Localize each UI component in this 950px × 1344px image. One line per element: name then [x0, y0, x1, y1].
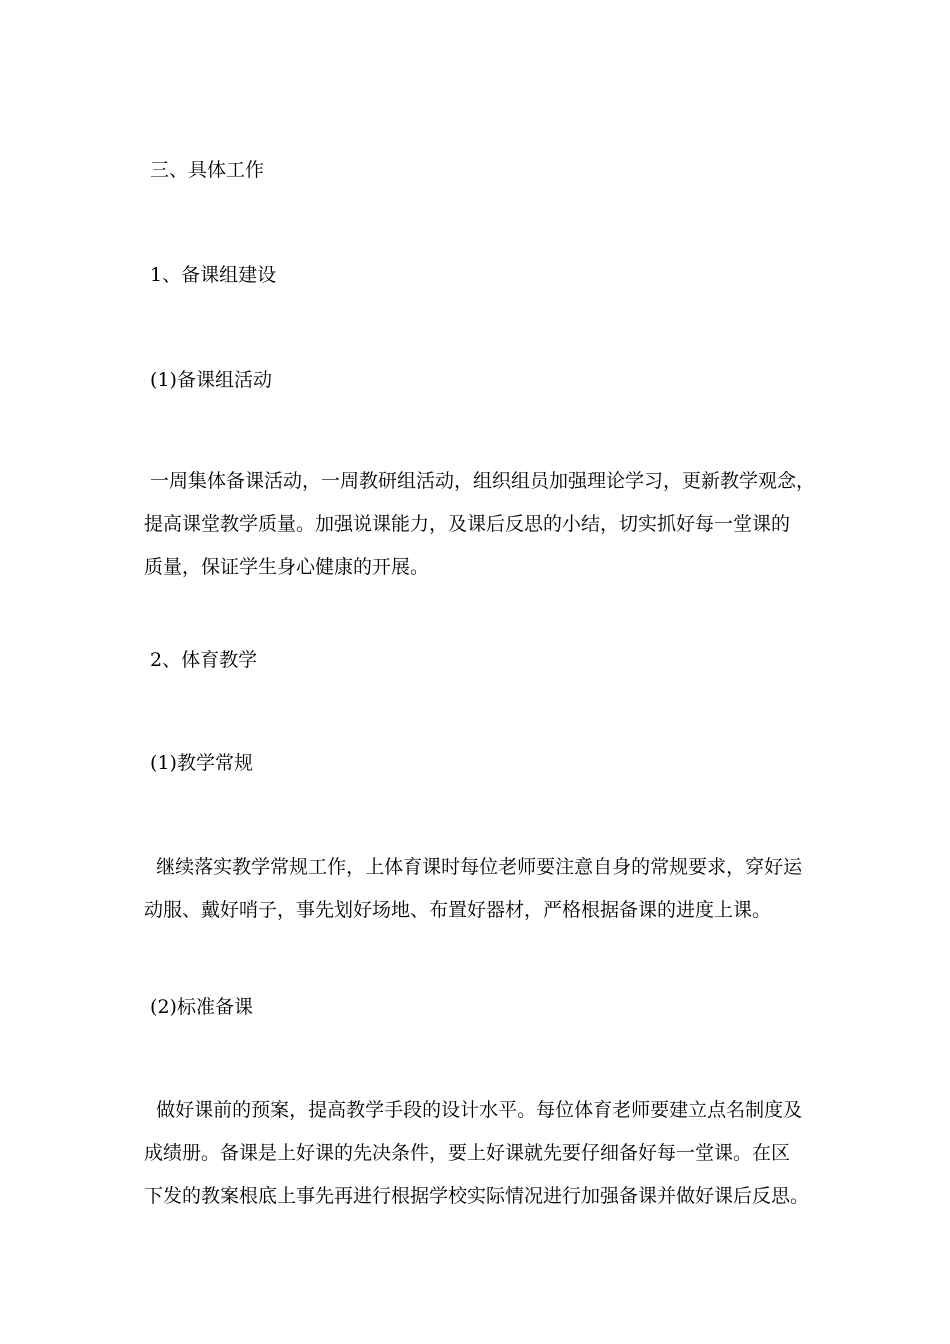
paragraph-line: 一周集体备课活动，一周教研组活动，组织组员加强理论学习，更新教学观念， — [144, 470, 816, 492]
item1-sub1-heading: (1)备课组活动 — [144, 369, 272, 391]
paragraph-line: 做好课前的预案，提高教学手段的设计水平。每位体育老师要建立点名制度及 — [144, 1099, 803, 1121]
section-heading: 三、具体工作 — [144, 159, 265, 181]
paragraph-line: 下发的教案根底上事先再进行根据学校实际情况进行加强备课并做好课后反思。 — [144, 1185, 810, 1207]
paragraph-line: 继续落实教学常规工作，上体育课时每位老师要注意自身的常规要求，穿好运 — [144, 856, 803, 878]
item1-heading: 1、备课组建设 — [144, 264, 277, 286]
item2-sub2-paragraph — [144, 1089, 824, 1218]
item2-heading: 2、体育教学 — [144, 649, 258, 671]
paragraph-line: 质量，保证学生身心健康的开展。 — [144, 556, 430, 578]
paragraph-line: 提高课堂教学质量。加强说课能力，及课后反思的小结，切实抓好每一堂课的 — [144, 513, 791, 535]
item1-sub1-paragraph — [144, 460, 824, 589]
paragraph-line: 动服、戴好哨子，事先划好场地、布置好器材，严格根据备课的进度上课。 — [144, 899, 772, 921]
item2-sub1-paragraph — [144, 846, 824, 932]
paragraph-line: 成绩册。备课是上好课的先决条件，要上好课就先要仔细备好每一堂课。在区 — [144, 1142, 791, 1164]
item2-sub1-heading: (1)教学常规 — [144, 752, 253, 774]
item2-sub2-heading: (2)标准备课 — [144, 996, 253, 1018]
